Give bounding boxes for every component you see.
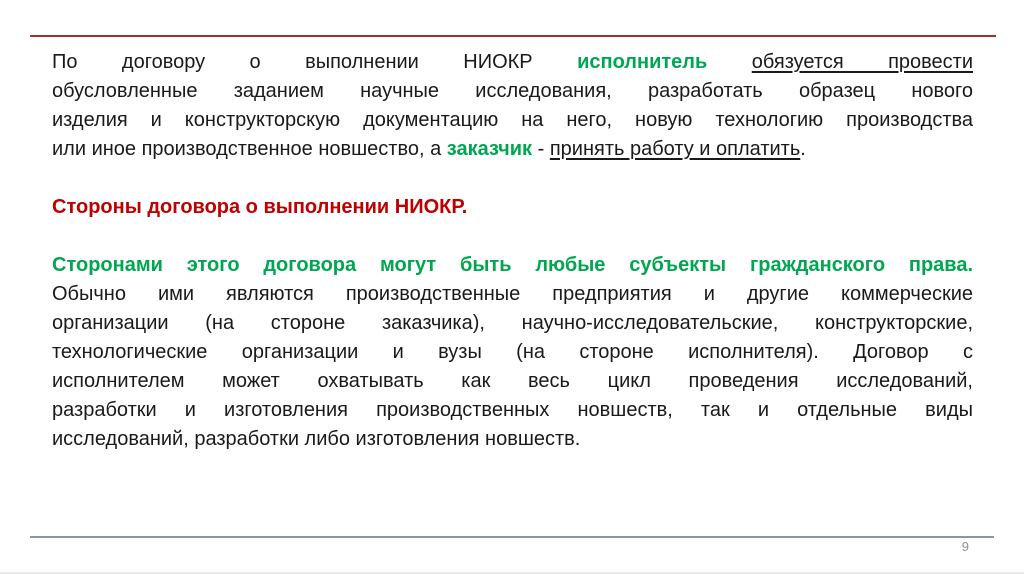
text-segment-n: Обычно ими являются производственные предприятия и другие коммерческие [52, 283, 973, 305]
bottom-accent-rule [30, 536, 994, 538]
text-segment-n [707, 51, 751, 73]
text-segment-u: обязуется провести [751, 51, 974, 73]
text-line [52, 251, 973, 280]
text-segment-r: Стороны договора о выполнении НИОКР. [52, 196, 468, 218]
text-segment-u: принять работу и оплатить [549, 138, 801, 160]
text-line [52, 193, 973, 222]
text-line [52, 338, 973, 367]
page-number: 9 [961, 539, 969, 554]
text-line [52, 77, 973, 106]
text-segment-n: разработки и изготовления производственных новшеств, так и отдельные виды [52, 399, 973, 421]
text-line [52, 280, 973, 309]
text-segment-n: исследований, разработки либо изготовления новшеств. [52, 428, 581, 450]
text-segment-g: исполнитель [577, 51, 708, 73]
text-segment-n: исполнителем может охватывать как весь цикл проведения исследований, [52, 370, 973, 392]
top-accent-rule [30, 35, 996, 37]
text-line [52, 309, 973, 338]
text-line [52, 367, 973, 396]
text-segment-n: По договору о выполнении НИОКР [52, 51, 578, 73]
text-segment-n: . [800, 138, 806, 160]
text-line [52, 425, 973, 454]
text-line [52, 135, 973, 164]
text-segment-g: Сторонами этого договора могут быть любые субъекты гражданского права. [52, 254, 973, 276]
section-heading [52, 193, 973, 222]
text-line [52, 48, 973, 77]
text-segment-n: - [532, 138, 550, 160]
text-segment-n: организации (на стороне заказчика), научно-исследовательские, конструкторские, [52, 312, 973, 334]
text-segment-n: обусловленные заданием научные исследования, разработать образец нового [52, 80, 973, 102]
text-segment-g: заказчик [446, 138, 533, 160]
paragraph-2 [52, 251, 973, 454]
paragraph-1 [52, 48, 973, 164]
text-segment-n: или иное производственное новшество, а [52, 138, 447, 160]
text-segment-n: технологические организации и вузы (на стороне исполнителя). Договор с [52, 341, 973, 363]
text-line [52, 396, 973, 425]
text-line [52, 106, 973, 135]
text-segment-n: изделия и конструкторскую документацию на него, новую технологию производства [52, 109, 973, 131]
body-text [52, 48, 973, 454]
